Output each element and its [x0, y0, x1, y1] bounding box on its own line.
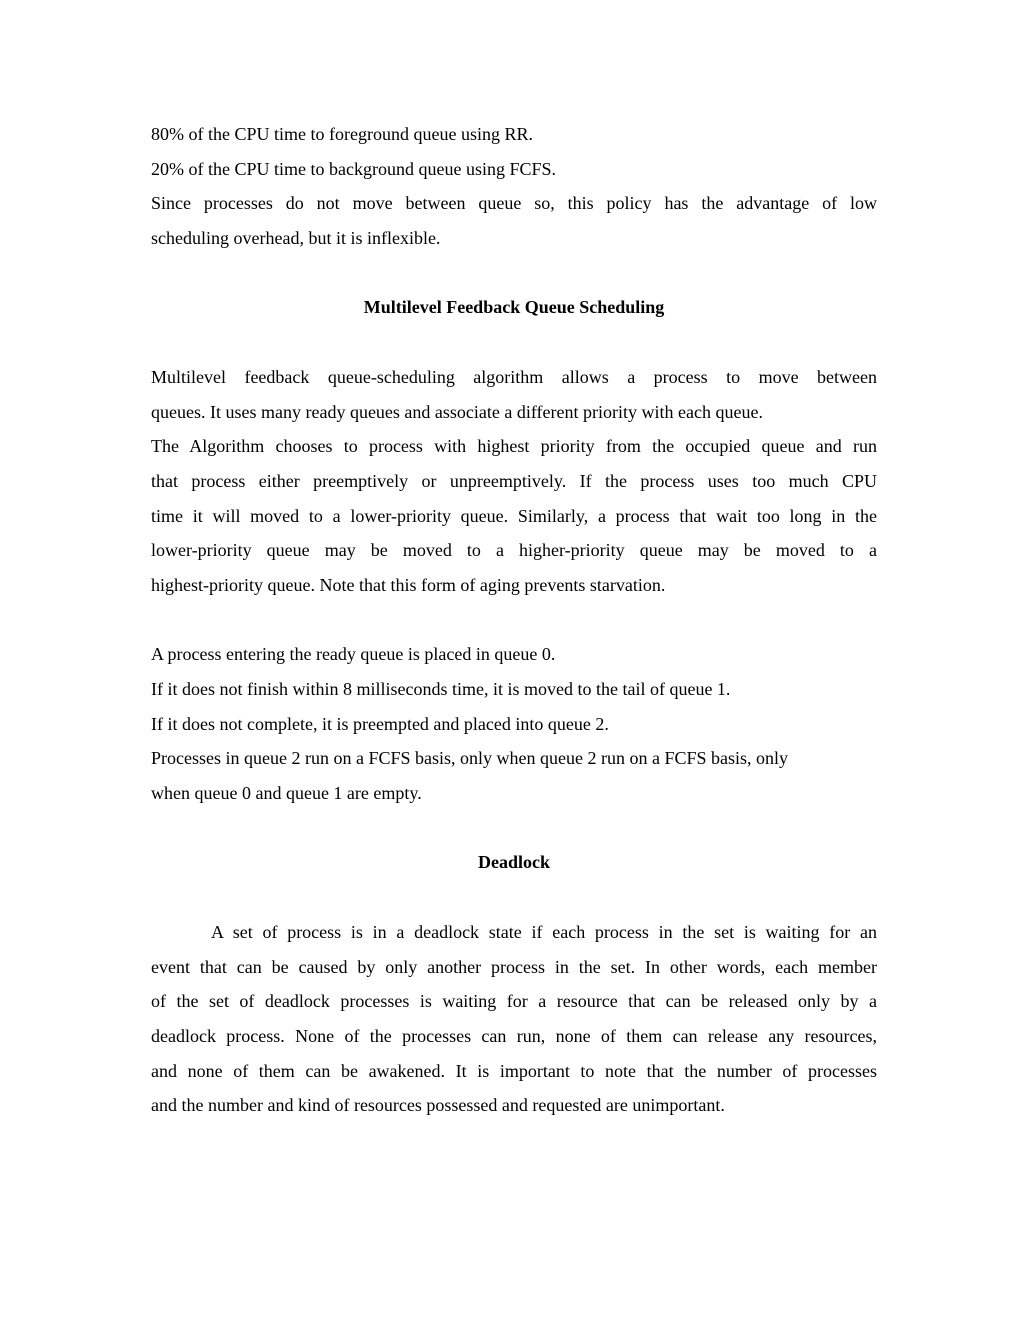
text-line: time it will moved to a lower-priority queue. Similarly, a process that wait too long in the: [151, 505, 877, 526]
text-line: The Algorithm chooses to process with highest priority from the occupied queue and run: [151, 436, 877, 457]
intro-paragraph: [151, 117, 877, 256]
text-line: 80% of the CPU time to foreground queue using RR.: [151, 124, 533, 144]
text-line: 20% of the CPU time to background queue using FCFS.: [151, 158, 556, 179]
spacer: [151, 603, 877, 638]
text-line: If it does not finish within 8 milliseconds time, it is moved to the tail of queue 1.: [151, 679, 731, 699]
text-line: scheduling overhead, but it is inflexible.: [151, 228, 441, 249]
text-line: queues. It uses many ready queues and associate a different priority with each queue.: [151, 401, 763, 422]
section-heading-deadlock: Deadlock: [478, 852, 550, 873]
document-page: [151, 117, 877, 1123]
text-line: Since processes do not move between queue so, this policy has the advantage of low: [151, 193, 877, 214]
text-line: Processes in queue 2 run on a FCFS basis, only when queue 2 run on a FCFS basis, only: [151, 748, 788, 769]
mlfq-paragraph-1: [151, 360, 877, 603]
text-line: event that can be caused by only another process in the set. In other words, each member: [151, 956, 877, 977]
section-heading-mlfq: Multilevel Feedback Queue Scheduling: [363, 297, 665, 318]
spacer: [151, 811, 877, 846]
text-line: A process entering the ready queue is placed in queue 0.: [151, 644, 556, 665]
text-line: and none of them can be awakened. It is important to note that the number of processes: [151, 1060, 877, 1081]
text-line: lower-priority queue may be moved to a higher-priority queue may be moved to a: [151, 540, 877, 561]
text-line: Multilevel feedback queue-scheduling algorithm allows a process to move between: [151, 366, 877, 387]
text-line: and the number and kind of resources possessed and requested are unimportant.: [151, 1095, 725, 1116]
text-line: A set of process is in a deadlock state if each process in the set is waiting for an: [211, 921, 877, 942]
spacer: [151, 256, 877, 291]
deadlock-paragraph: [151, 915, 877, 1123]
spacer: [151, 325, 877, 360]
spacer: [151, 880, 877, 915]
text-line: deadlock process. None of the processes can run, none of them can release any resources,: [151, 1025, 877, 1046]
text-line: highest-priority queue. Note that this form of aging prevents starvation.: [151, 574, 666, 595]
text-line: that process either preemptively or unpreemptively. If the process uses too much CPU: [151, 470, 877, 491]
text-line: of the set of deadlock processes is waiting for a resource that can be released only by a: [151, 991, 877, 1012]
text-line: If it does not complete, it is preempted and placed into queue 2.: [151, 713, 609, 734]
mlfq-paragraph-2: [151, 637, 877, 810]
text-line: when queue 0 and queue 1 are empty.: [151, 783, 422, 804]
